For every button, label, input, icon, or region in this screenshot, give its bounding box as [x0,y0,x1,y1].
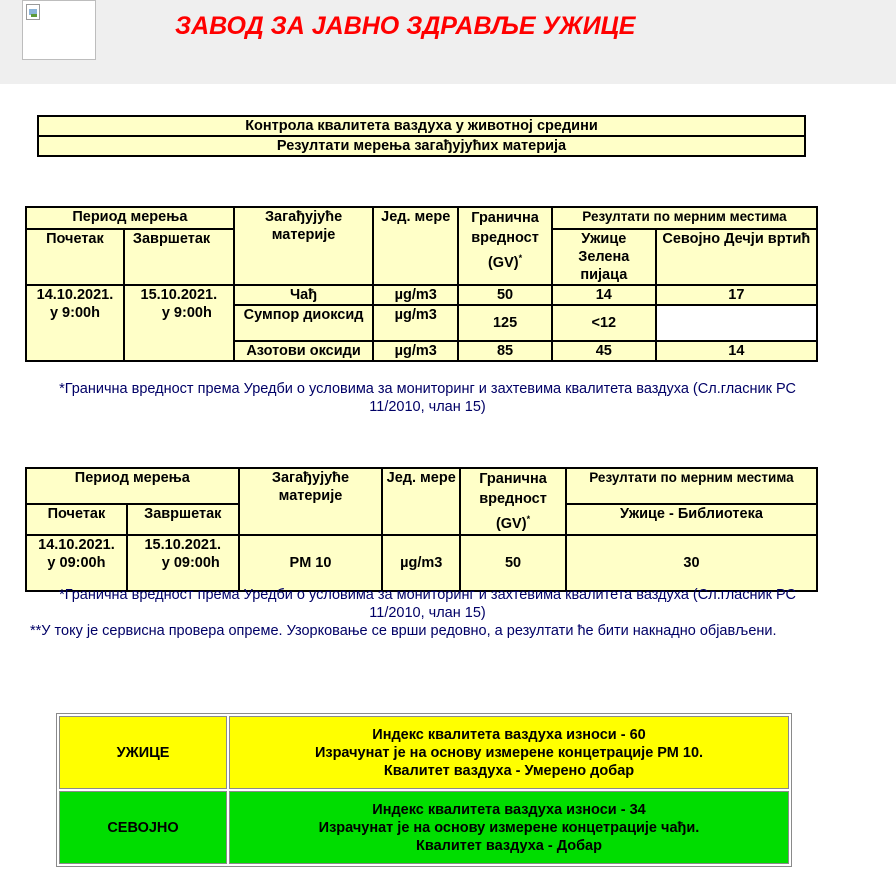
end-date-cell [127,535,239,591]
site-uzice-header: Ужице Зелена пијаца [552,229,656,285]
broken-image-icon [26,4,40,20]
results-header: Резултати по мерним местима [552,207,817,229]
end-time: у 9:00h [161,305,212,321]
pollutant-name: Сумпор диоксид [234,305,374,341]
pollutant-name: Чађ [234,285,374,305]
aqi-index: Индекс квалитета ваздуха износи - 60 [372,726,646,743]
end-date: 15.10.2021. [140,287,218,303]
start-date-cell [26,535,127,591]
air-quality-index-table [56,713,792,867]
pollutants-header: Загађујуће материје [234,207,374,285]
pollutant-limit: 125 [458,305,552,341]
site-title: ЗАВОД ЗА ЈАВНО ЗДРАВЉЕ УЖИЦЕ [175,12,636,40]
value-sevojno: 14 [656,341,817,361]
pollutant-name: PM 10 [239,535,383,591]
aqi-quality: Квалитет ваздуха - Умерено добар [383,762,635,779]
end-time: у 09:00h [161,554,220,571]
logo-image[interactable] [22,0,96,60]
end-header: Завршетак [127,504,239,535]
end-date-cell [124,285,234,361]
limit-asterisk: * [518,253,523,263]
aqi-row-uzice [59,716,789,789]
pollutants-header: Загађујуће материје [239,468,383,535]
aqi-quality: Квалитет ваздуха - Добар [416,837,602,854]
limit-header [460,468,566,535]
limit-header-text: Гранична вредност (GV) [479,471,547,532]
end-date: 15.10.2021. [144,536,222,553]
value-uzice: 14 [552,285,656,305]
aqi-basis: Израчунат је на основу измерене концетрације РМ 10. [314,744,704,761]
unit-header: Јед. мере [382,468,460,535]
page-header [0,0,896,84]
pollutant-unit: µg/m3 [373,305,458,341]
start-date-cell [26,285,124,361]
limit-footnote: *Гранична вредност према Уредби о условима за мониторинг и захтевима квалитета ваздуха (Сл.гласник РС 11/2010, члан 15) [59,587,796,621]
unit-header: Јед. мере [373,207,458,285]
aqi-details [229,716,789,789]
pollutant-limit: 50 [460,535,566,591]
limit-header [458,207,552,285]
value-uzice: <12 [552,305,656,341]
service-note: **У току је сервисна провера опреме. Узорковање се врши редовно, а резултати ће бити накнадно објављени. [30,623,777,639]
caption-line-1: Контрола квалитета ваздуха у животној средини [38,116,805,136]
value-sevojno [656,305,817,341]
pollutant-unit: µg/m3 [373,341,458,361]
value-uzice-biblioteka: 30 [566,535,817,591]
aqi-city: СЕВОЈНО [59,791,227,864]
measurement-table-1 [25,206,818,362]
aqi-basis: Израчунат је на основу измерене концетрације чађи. [318,819,700,836]
value-sevojno: 17 [656,285,817,305]
value-uzice: 45 [552,341,656,361]
period-header: Период мерења [26,207,234,229]
pollutant-limit: 85 [458,341,552,361]
start-time: у 09:00h [47,554,106,571]
caption-line-2: Резултати мерења загађујућих материја [38,136,805,156]
aqi-city: УЖИЦЕ [59,716,227,789]
measurement-table-2 [25,467,818,592]
pollutant-name: Азотови оксиди [234,341,374,361]
end-header: Завршетак [124,229,234,285]
start-date: 14.10.2021. [38,536,115,553]
report-caption [37,115,806,157]
start-time: у 9:00h [49,305,100,321]
pollutant-unit: µg/m3 [382,535,460,591]
aqi-row-sevojno [59,791,789,864]
start-header: Почетак [26,229,124,285]
site-sevojno-header: Севојно Дечји вртић [656,229,817,285]
pollutant-limit: 50 [458,285,552,305]
site-uzice-biblioteka-header: Ужице - Библиотека [566,504,817,535]
pollutant-unit: µg/m3 [373,285,458,305]
limit-footnote: *Гранична вредност према Уредби о условима за мониторинг и захтевима квалитета ваздуха (Сл.гласник РС 11/2010, члан 15) [59,381,796,415]
start-header: Почетак [26,504,127,535]
limit-asterisk: * [526,514,531,524]
start-date: 14.10.2021. [36,287,114,303]
limit-header-text: Гранична вредност (GV) [471,210,539,271]
aqi-index: Индекс квалитета ваздуха износи - 34 [372,801,646,818]
aqi-details [229,791,789,864]
period-header: Период мерења [26,468,239,504]
results-header: Резултати по мерним местима [566,468,817,504]
